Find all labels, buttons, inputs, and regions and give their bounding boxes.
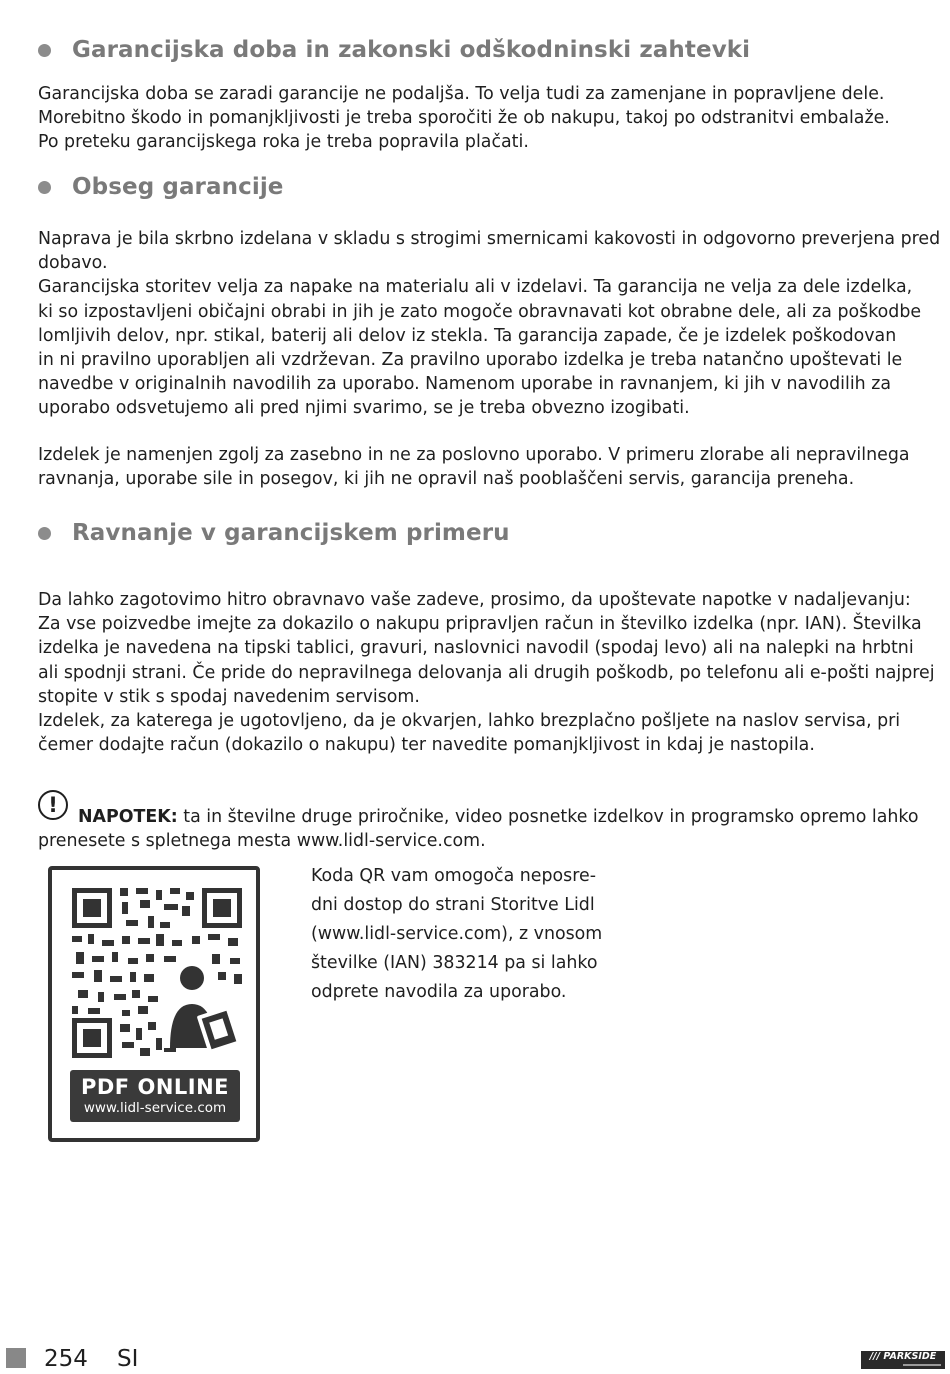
note-exclamation-icon: ! (38, 790, 68, 820)
heading-text: Garancijska doba in zakonski odškodninski zahtevki (72, 37, 751, 63)
text-line: Naprava je bila skrbno izdelana v skladu s strogimi smernicami kakovosti in odgovorno preverjena pred (38, 229, 941, 249)
text-line: Garancijska storitev velja za napake na materialu ali v izdelavi. Ta garancija ne velja za dele izdelka, (38, 277, 913, 298)
paragraph-warranty-procedure (38, 588, 935, 757)
brand-name: /// PARKSIDE (869, 1351, 937, 1362)
paragraph-private-use (38, 443, 918, 491)
text-line: navedbe v originalnih navodilih za uporabo. Namenom uporabe in ravnanjem, ki jih v navodilih za (38, 374, 892, 395)
note-line-2 (38, 829, 918, 853)
paragraph-warranty-period (38, 82, 918, 155)
text-line: dobavo. (38, 253, 108, 274)
pdf-online-url: www.lidl-service.com (83, 1100, 227, 1116)
text-line: izdelka je navedena na tipski tablici, gravuri, naslovnici navodil (spodaj levo) ali na nalepki na hrbtni (38, 638, 914, 659)
text-line: lomljivih delov, npr. stikal, baterij ali delov iz stekla. Ta garancija zapade, če je izdelek poškodovan (38, 325, 897, 346)
bullet-icon (38, 181, 51, 194)
text-line: Da lahko zagotovimo hitro obravnavo vaše zadeve, prosimo, da upoštevate napotke v nadaljevanju: (38, 590, 911, 610)
language-code: SI (117, 1346, 139, 1372)
text-line: dni dostop do strani Storitve Lidl (311, 895, 595, 915)
note-text: ta in številne druge priročnike, video posnetke izdelkov in programsko opremo lahko (177, 807, 919, 827)
text-line: Garancijska doba se zaradi garancije ne podaljša. To velja tudi za zamenjane in popravljene dele. (38, 84, 885, 104)
text-line: uporabo odsvetujemo ali pred njimi svarimo, se je treba obvezno izogibati. (38, 398, 690, 419)
pdf-online-label: PDF ONLINE (80, 1075, 230, 1099)
note-line-1 (78, 805, 918, 829)
heading-text: Obseg garancije (72, 174, 284, 200)
text-line: Za vse poizvedbe imejte za dokazilo o nakupu pripravljen račun in številko izdelka (npr. IAN). Številka (38, 614, 922, 635)
section-heading-warranty-period (38, 33, 750, 67)
text-line: (www.lidl-service.com), z vnosom (311, 924, 603, 944)
text-line: ravnanja, uporabe sile in posegov, ki jih ne opravil naš pooblaščeni servis, garancija preneha. (38, 469, 855, 490)
paragraph-warranty-scope (38, 227, 941, 421)
note-label: NAPOTEK: (78, 807, 178, 827)
text-line: čemer dodajte račun (dokazilo o nakupu) ter navedite pomanjkljivost in kdaj je nastopila. (38, 735, 815, 756)
brand-underline (903, 1364, 941, 1366)
text-line: Izdelek je namenjen zgolj za zasebno in ne za poslovno uporabo. V primeru zlorabe ali nepravilnega (38, 445, 910, 465)
section-heading-warranty-procedure (38, 516, 510, 550)
text-line: Izdelek, za katerega je ugotovljeno, da je okvarjen, lahko brezplačno pošljete na naslov servisa, pri (38, 711, 901, 732)
section-heading-warranty-scope (38, 170, 284, 204)
bullet-icon (38, 527, 51, 540)
text-line: in ni pravilno uporabljen ali vzdrževan. Za pravilno uporabo izdelka je treba natančno upoštevati le (38, 350, 903, 371)
footer-marker (6, 1348, 26, 1368)
text-line: številke (IAN) 383214 pa si lahko (311, 953, 598, 973)
text-line: ali spodnji strani. Če pride do nepravilnega delovanja ali drugih poškodb, po telefonu ali e-pošti najprej (38, 662, 935, 683)
note-text-continued: prenesete s spletnega mesta www.lidl-service.com. (38, 831, 486, 851)
pdf-online-badge (70, 1070, 240, 1122)
heading-text: Ravnanje v garancijskem primeru (72, 520, 510, 546)
page-number: 254 (44, 1346, 88, 1372)
brand-logo (861, 1351, 945, 1369)
qr-description (311, 862, 611, 1007)
text-line: Po preteku garancijskega roka je treba popravila plačati. (38, 132, 529, 153)
text-line: Koda QR vam omogoča neposre- (311, 866, 596, 886)
text-line: stopite v stik s spodaj navedenim servisom. (38, 686, 420, 707)
person-reading-icon (164, 962, 241, 1054)
text-line: Morebitno škodo in pomanjkljivosti je treba sporočiti že ob nakupu, takoj po odstranitvi embalaže. (38, 108, 890, 129)
text-line: ki so izpostavljeni običajni obrabi in jih je zato mogoče obravnavati kot obrabne dele, ali za poškodbe (38, 301, 922, 322)
text-line: odprete navodila za uporabo. (311, 982, 567, 1002)
bullet-icon (38, 44, 51, 57)
qr-code-image (52, 870, 256, 1070)
